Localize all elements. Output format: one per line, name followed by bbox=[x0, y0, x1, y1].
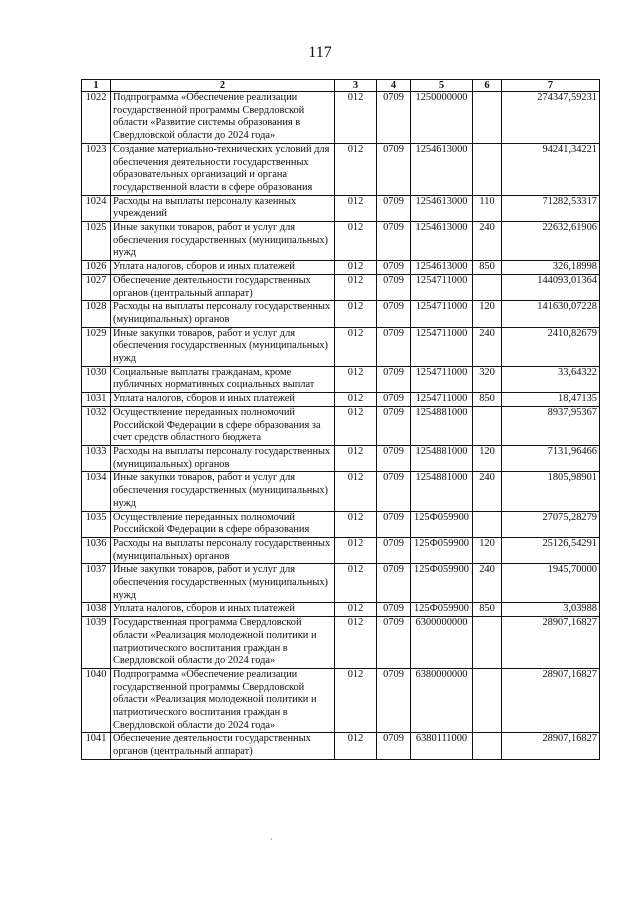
row-ved-code: 012 bbox=[335, 472, 377, 511]
row-amount: 1805,98901 bbox=[502, 472, 600, 511]
row-expense-type bbox=[473, 274, 502, 300]
row-section-code: 0709 bbox=[377, 301, 411, 327]
row-number: 1029 bbox=[82, 327, 111, 366]
row-name: Иные закупки товаров, работ и услуг для обеспечения государственных (муниципальных) нужд bbox=[111, 327, 335, 366]
row-section-code: 0709 bbox=[377, 445, 411, 471]
row-number: 1025 bbox=[82, 222, 111, 261]
row-name: Создание материально-технических условий для обеспечения деятельности государственных образовательных организаций и органа государственной власти в сфере образования bbox=[111, 143, 335, 195]
row-name: Уплата налогов, сборов и иных платежей bbox=[111, 393, 335, 407]
table-row bbox=[82, 537, 600, 563]
table-row bbox=[82, 603, 600, 617]
budget-table bbox=[81, 79, 600, 760]
row-section-code: 0709 bbox=[377, 274, 411, 300]
row-number: 1037 bbox=[82, 564, 111, 603]
row-target-code: 1254881000 bbox=[411, 406, 473, 445]
row-target-code: 6380000000 bbox=[411, 668, 473, 733]
row-section-code: 0709 bbox=[377, 143, 411, 195]
row-ved-code: 012 bbox=[335, 406, 377, 445]
row-expense-type bbox=[473, 143, 502, 195]
row-number: 1033 bbox=[82, 445, 111, 471]
row-target-code: 125Ф059900 bbox=[411, 511, 473, 537]
row-expense-type: 850 bbox=[473, 603, 502, 617]
row-expense-type bbox=[473, 406, 502, 445]
row-name: Уплата налогов, сборов и иных платежей bbox=[111, 261, 335, 275]
row-expense-type: 120 bbox=[473, 537, 502, 563]
row-amount: 27075,28279 bbox=[502, 511, 600, 537]
column-header: 5 bbox=[411, 80, 473, 92]
row-number: 1036 bbox=[82, 537, 111, 563]
table-row bbox=[82, 472, 600, 511]
row-expense-type bbox=[473, 733, 502, 759]
row-expense-type bbox=[473, 92, 502, 144]
row-ved-code: 012 bbox=[335, 366, 377, 392]
table-row bbox=[82, 564, 600, 603]
row-ved-code: 012 bbox=[335, 564, 377, 603]
row-ved-code: 012 bbox=[335, 274, 377, 300]
row-name: Осуществление переданных полномочий Российской Федерации в сфере образования за счет средств областного бюджета bbox=[111, 406, 335, 445]
row-section-code: 0709 bbox=[377, 472, 411, 511]
row-amount: 2410,82679 bbox=[502, 327, 600, 366]
row-name: Расходы на выплаты персоналу государственных (муниципальных) органов bbox=[111, 537, 335, 563]
row-ved-code: 012 bbox=[335, 301, 377, 327]
column-header: 7 bbox=[502, 80, 600, 92]
row-target-code: 1254881000 bbox=[411, 472, 473, 511]
row-number: 1038 bbox=[82, 603, 111, 617]
row-target-code: 125Ф059900 bbox=[411, 564, 473, 603]
row-name: Расходы на выплаты персоналу казенных учреждений bbox=[111, 195, 335, 221]
row-number: 1024 bbox=[82, 195, 111, 221]
row-section-code: 0709 bbox=[377, 511, 411, 537]
row-target-code: 6300000000 bbox=[411, 617, 473, 669]
table-row bbox=[82, 733, 600, 759]
table-row bbox=[82, 143, 600, 195]
row-expense-type bbox=[473, 511, 502, 537]
row-ved-code: 012 bbox=[335, 261, 377, 275]
row-target-code: 1254711000 bbox=[411, 393, 473, 407]
row-expense-type: 110 bbox=[473, 195, 502, 221]
row-amount: 144093,01364 bbox=[502, 274, 600, 300]
row-ved-code: 012 bbox=[335, 445, 377, 471]
row-expense-type bbox=[473, 668, 502, 733]
footer-mark: · bbox=[270, 834, 273, 844]
row-expense-type: 240 bbox=[473, 472, 502, 511]
row-amount: 8937,95367 bbox=[502, 406, 600, 445]
row-name: Социальные выплаты гражданам, кроме публичных нормативных социальных выплат bbox=[111, 366, 335, 392]
row-ved-code: 012 bbox=[335, 92, 377, 144]
row-name: Обеспечение деятельности государственных органов (центральный аппарат) bbox=[111, 274, 335, 300]
table-body bbox=[82, 92, 600, 760]
row-expense-type: 320 bbox=[473, 366, 502, 392]
table-row bbox=[82, 366, 600, 392]
row-section-code: 0709 bbox=[377, 537, 411, 563]
row-section-code: 0709 bbox=[377, 393, 411, 407]
row-expense-type: 850 bbox=[473, 261, 502, 275]
row-target-code: 1254711000 bbox=[411, 327, 473, 366]
row-amount: 3,03988 bbox=[502, 603, 600, 617]
row-expense-type: 240 bbox=[473, 564, 502, 603]
table-row bbox=[82, 301, 600, 327]
column-header: 4 bbox=[377, 80, 411, 92]
row-ved-code: 012 bbox=[335, 393, 377, 407]
row-target-code: 1254613000 bbox=[411, 261, 473, 275]
row-ved-code: 012 bbox=[335, 327, 377, 366]
row-ved-code: 012 bbox=[335, 537, 377, 563]
row-target-code: 1254881000 bbox=[411, 445, 473, 471]
row-amount: 141630,07228 bbox=[502, 301, 600, 327]
row-ved-code: 012 bbox=[335, 733, 377, 759]
row-number: 1040 bbox=[82, 668, 111, 733]
row-expense-type: 120 bbox=[473, 445, 502, 471]
row-name: Осуществление переданных полномочий Российской Федерации в сфере образования bbox=[111, 511, 335, 537]
table-row bbox=[82, 92, 600, 144]
row-target-code: 1254711000 bbox=[411, 301, 473, 327]
row-ved-code: 012 bbox=[335, 222, 377, 261]
row-amount: 28907,16827 bbox=[502, 733, 600, 759]
row-name: Расходы на выплаты персоналу государственных (муниципальных) органов bbox=[111, 301, 335, 327]
row-target-code: 1254613000 bbox=[411, 195, 473, 221]
row-name: Иные закупки товаров, работ и услуг для обеспечения государственных (муниципальных) нужд bbox=[111, 222, 335, 261]
row-name: Государственная программа Свердловской области «Реализация молодежной политики и патриотического воспитания граждан в Свердловской области до 2024 года» bbox=[111, 617, 335, 669]
page-number: 117 bbox=[308, 44, 332, 61]
row-name: Иные закупки товаров, работ и услуг для обеспечения государственных (муниципальных) нужд bbox=[111, 472, 335, 511]
row-ved-code: 012 bbox=[335, 668, 377, 733]
column-header: 2 bbox=[111, 80, 335, 92]
row-target-code: 1254711000 bbox=[411, 366, 473, 392]
row-section-code: 0709 bbox=[377, 668, 411, 733]
row-number: 1031 bbox=[82, 393, 111, 407]
row-number: 1034 bbox=[82, 472, 111, 511]
row-amount: 7131,96466 bbox=[502, 445, 600, 471]
row-number: 1035 bbox=[82, 511, 111, 537]
row-amount: 326,18998 bbox=[502, 261, 600, 275]
row-amount: 33,64322 bbox=[502, 366, 600, 392]
row-expense-type: 240 bbox=[473, 222, 502, 261]
row-number: 1041 bbox=[82, 733, 111, 759]
row-amount: 1945,70000 bbox=[502, 564, 600, 603]
column-header: 1 bbox=[82, 80, 111, 92]
row-amount: 25126,54291 bbox=[502, 537, 600, 563]
row-target-code: 125Ф059900 bbox=[411, 603, 473, 617]
column-header: 3 bbox=[335, 80, 377, 92]
row-section-code: 0709 bbox=[377, 366, 411, 392]
table-header-row bbox=[82, 80, 600, 92]
row-target-code: 1250000000 bbox=[411, 92, 473, 144]
table-row bbox=[82, 393, 600, 407]
row-section-code: 0709 bbox=[377, 564, 411, 603]
row-amount: 71282,53317 bbox=[502, 195, 600, 221]
row-amount: 28907,16827 bbox=[502, 617, 600, 669]
row-section-code: 0709 bbox=[377, 92, 411, 144]
table-row bbox=[82, 445, 600, 471]
row-section-code: 0709 bbox=[377, 603, 411, 617]
row-name: Расходы на выплаты персоналу государственных (муниципальных) органов bbox=[111, 445, 335, 471]
row-section-code: 0709 bbox=[377, 406, 411, 445]
row-expense-type bbox=[473, 617, 502, 669]
column-header: 6 bbox=[473, 80, 502, 92]
row-ved-code: 012 bbox=[335, 603, 377, 617]
row-amount: 28907,16827 bbox=[502, 668, 600, 733]
row-expense-type: 850 bbox=[473, 393, 502, 407]
table-row bbox=[82, 327, 600, 366]
row-ved-code: 012 bbox=[335, 511, 377, 537]
table-row bbox=[82, 222, 600, 261]
row-amount: 274347,59231 bbox=[502, 92, 600, 144]
row-section-code: 0709 bbox=[377, 261, 411, 275]
row-section-code: 0709 bbox=[377, 327, 411, 366]
table-row bbox=[82, 195, 600, 221]
row-target-code: 6380111000 bbox=[411, 733, 473, 759]
row-amount: 18,47135 bbox=[502, 393, 600, 407]
row-number: 1027 bbox=[82, 274, 111, 300]
row-number: 1028 bbox=[82, 301, 111, 327]
row-number: 1026 bbox=[82, 261, 111, 275]
row-expense-type: 240 bbox=[473, 327, 502, 366]
row-target-code: 1254613000 bbox=[411, 143, 473, 195]
row-expense-type: 120 bbox=[473, 301, 502, 327]
table-row bbox=[82, 617, 600, 669]
row-name: Уплата налогов, сборов и иных платежей bbox=[111, 603, 335, 617]
row-number: 1032 bbox=[82, 406, 111, 445]
row-ved-code: 012 bbox=[335, 617, 377, 669]
row-number: 1023 bbox=[82, 143, 111, 195]
row-target-code: 1254613000 bbox=[411, 222, 473, 261]
table-row bbox=[82, 511, 600, 537]
row-name: Обеспечение деятельности государственных органов (центральный аппарат) bbox=[111, 733, 335, 759]
row-number: 1022 bbox=[82, 92, 111, 144]
row-section-code: 0709 bbox=[377, 733, 411, 759]
table-row bbox=[82, 668, 600, 733]
row-target-code: 1254711000 bbox=[411, 274, 473, 300]
table-row bbox=[82, 261, 600, 275]
row-number: 1030 bbox=[82, 366, 111, 392]
table-row bbox=[82, 274, 600, 300]
row-number: 1039 bbox=[82, 617, 111, 669]
row-section-code: 0709 bbox=[377, 617, 411, 669]
row-name: Подпрограмма «Обеспечение реализации государственной программы Свердловской области «Реализация молодежной политики и патриотического воспитания граждан в Свердловской области до 2024 года» bbox=[111, 668, 335, 733]
row-section-code: 0709 bbox=[377, 195, 411, 221]
row-section-code: 0709 bbox=[377, 222, 411, 261]
row-amount: 94241,34221 bbox=[502, 143, 600, 195]
row-name: Иные закупки товаров, работ и услуг для обеспечения государственных (муниципальных) нужд bbox=[111, 564, 335, 603]
row-ved-code: 012 bbox=[335, 195, 377, 221]
row-ved-code: 012 bbox=[335, 143, 377, 195]
row-amount: 22632,61906 bbox=[502, 222, 600, 261]
row-target-code: 125Ф059900 bbox=[411, 537, 473, 563]
row-name: Подпрограмма «Обеспечение реализации государственной программы Свердловской области «Развитие системы образования в Свердловской области до 2024 года» bbox=[111, 92, 335, 144]
table-row bbox=[82, 406, 600, 445]
